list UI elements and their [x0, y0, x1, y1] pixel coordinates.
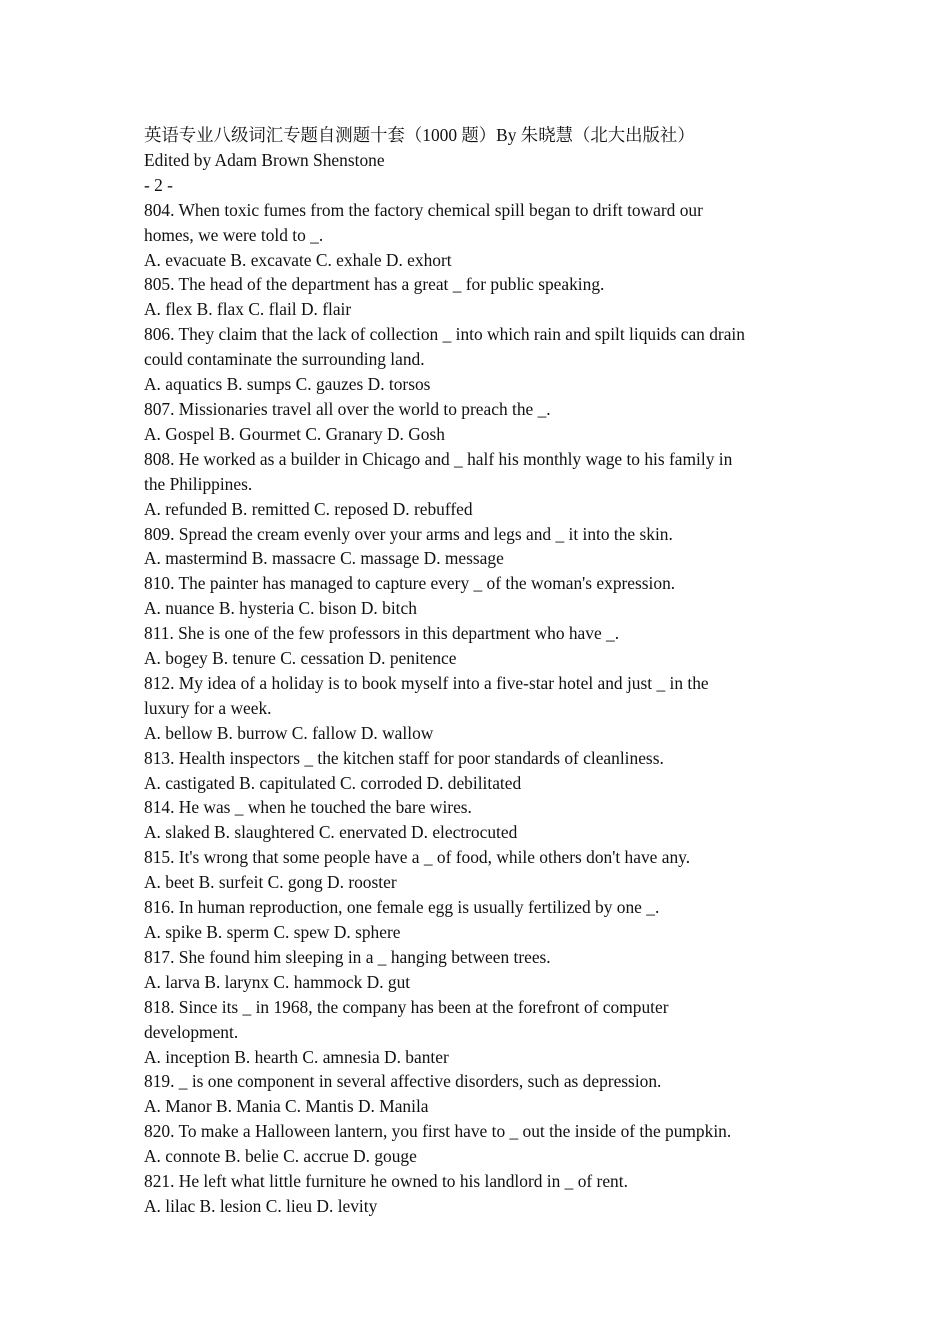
answer-options: A. nuance B. hysteria C. bison D. bitch [144, 598, 417, 619]
answer-options: A. Manor B. Mania C. Mantis D. Manila [144, 1096, 429, 1117]
answer-options: A. mastermind B. massacre C. massage D. message [144, 548, 504, 569]
answer-options: A. inception B. hearth C. amnesia D. banter [144, 1046, 449, 1067]
question-item [144, 1069, 824, 1119]
answer-options: A. castigated B. capitulated C. corroded D. debilitated [144, 772, 522, 793]
question-item [144, 1119, 824, 1169]
answer-options: A. evacuate B. excavate C. exhale D. exhort [144, 249, 452, 270]
question-item [144, 671, 824, 746]
question-item [144, 1169, 824, 1219]
question-text: 811. She is one of the few professors in this department who have _. [144, 623, 620, 644]
question-item [144, 322, 824, 397]
answer-options: A. lilac B. lesion C. lieu D. levity [144, 1195, 378, 1216]
document-title: 英语专业八级词汇专题自测题十套（1000 题）By 朱晓慧（北大出版社） [144, 125, 695, 145]
answer-options: A. flex B. flax C. flail D. flair [144, 299, 352, 320]
question-text: development. [144, 1021, 239, 1042]
question-text: 808. He worked as a builder in Chicago and _ half his monthly wage to his family in [144, 448, 733, 469]
question-item [144, 397, 824, 447]
question-item [144, 945, 824, 995]
answer-options: A. connote B. belie C. accrue D. gouge [144, 1146, 417, 1167]
question-text: luxury for a week. [144, 697, 272, 718]
document-page [144, 123, 824, 1219]
document-editor: Edited by Adam Brown Shenstone [144, 149, 385, 170]
answer-options: A. beet B. surfeit C. gong D. rooster [144, 872, 397, 893]
question-text: 804. When toxic fumes from the factory chemical spill began to drift toward our [144, 199, 703, 220]
question-text: 805. The head of the department has a great _ for public speaking. [144, 274, 605, 295]
question-item [144, 895, 824, 945]
answer-options: A. larva B. larynx C. hammock D. gut [144, 971, 411, 992]
question-text: 820. To make a Halloween lantern, you first have to _ out the inside of the pumpkin. [144, 1121, 732, 1142]
answer-options: A. aquatics B. sumps C. gauzes D. torsos [144, 374, 431, 395]
question-text: 809. Spread the cream evenly over your arms and legs and _ it into the skin. [144, 523, 673, 544]
question-text: 816. In human reproduction, one female egg is usually fertilized by one _. [144, 897, 660, 918]
question-item [144, 447, 824, 522]
question-text: 812. My idea of a holiday is to book myself into a five-star hotel and just _ in the [144, 672, 709, 693]
question-item [144, 845, 824, 895]
question-text: 815. It's wrong that some people have a _ of food, while others don't have any. [144, 847, 691, 868]
question-text: 817. She found him sleeping in a _ hanging between trees. [144, 946, 551, 967]
answer-options: A. spike B. sperm C. spew D. sphere [144, 922, 401, 942]
answer-options: A. bogey B. tenure C. cessation D. penitence [144, 648, 457, 669]
question-item [144, 795, 824, 845]
question-item [144, 522, 824, 572]
question-text: 813. Health inspectors _ the kitchen staff for poor standards of cleanliness. [144, 747, 664, 768]
question-text: homes, we were told to _. [144, 224, 324, 245]
question-item [144, 621, 824, 671]
question-item [144, 746, 824, 796]
question-list [144, 198, 824, 1219]
question-text: 819. _ is one component in several affective disorders, such as depression. [144, 1071, 662, 1092]
question-text: 810. The painter has managed to capture every _ of the woman's expression. [144, 573, 676, 594]
question-text: 807. Missionaries travel all over the world to preach the _. [144, 398, 551, 419]
question-text: 814. He was _ when he touched the bare wires. [144, 797, 472, 818]
question-text: 806. They claim that the lack of collection _ into which rain and spilt liquids can drain [144, 324, 745, 345]
page-number: - 2 - [144, 174, 173, 195]
answer-options: A. refunded B. remitted C. reposed D. rebuffed [144, 498, 473, 519]
question-text: 818. Since its _ in 1968, the company has been at the forefront of computer [144, 996, 669, 1017]
question-item [144, 272, 824, 322]
answer-options: A. bellow B. burrow C. fallow D. wallow [144, 722, 434, 743]
question-item [144, 995, 824, 1070]
question-item [144, 571, 824, 621]
question-text: the Philippines. [144, 473, 253, 494]
question-text: could contaminate the surrounding land. [144, 349, 425, 370]
answer-options: A. slaked B. slaughtered C. enervated D. electrocuted [144, 822, 518, 843]
answer-options: A. Gospel B. Gourmet C. Granary D. Gosh [144, 423, 445, 444]
question-item [144, 198, 824, 273]
question-text: 821. He left what little furniture he owned to his landlord in _ of rent. [144, 1171, 628, 1192]
